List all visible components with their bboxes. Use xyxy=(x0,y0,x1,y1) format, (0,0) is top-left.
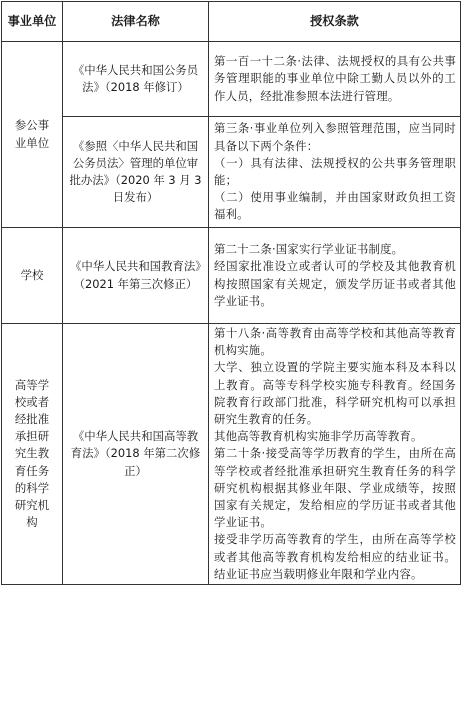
authorization-table xyxy=(1,1,461,585)
clause-paragraph: 大学、独立设置的学院主要实施本科及本科以上教育。高等专科学校实施专科教育。经国务院教育行政部门批准，科学研究机构可以承担研究生教育的任务。 xyxy=(214,360,456,427)
clause-paragraph: 第三条·事业单位列入参照管理范围，应当同时具备以下两个条件： xyxy=(214,121,456,153)
table-row xyxy=(2,228,461,324)
header-law: 法律名称 xyxy=(63,2,209,42)
law-cell: 《参照〈中华人民共和国公务员法〉管理的单位审批办法》（2020 年 3 月 3 日发布） xyxy=(63,117,209,228)
law-cell: 《中华人民共和国公务员法》（2018 年修订） xyxy=(63,42,209,117)
clause-paragraph: 经国家批准设立或者认可的学校及其他教育机构按照国家有关规定，颁发学历证书或者其他学业证书。 xyxy=(214,259,456,308)
clause-paragraph: 第二十条·接受高等学历教育的学生，由所在高等学校或者经批准承担研究生教育任务的科学研究机构根据其修业年限、学业成绩等，按照国家有关规定，发给相应的学历证书或者其他学业证书。 xyxy=(214,446,456,530)
unit-cell: 高等学校或者经批准承担研究生教育任务的科学研究机构 xyxy=(2,324,63,585)
clause-paragraph: （二）使用事业编制，并由国家财政负担工资福利。 xyxy=(214,190,456,222)
law-cell: 《中华人民共和国教育法》（2021 年第三次修正） xyxy=(63,228,209,324)
clause-cell xyxy=(209,42,461,117)
clause-paragraph: 其他高等教育机构实施非学历高等教育。 xyxy=(214,429,423,444)
header-clause: 授权条款 xyxy=(209,2,461,42)
clause-paragraph: 第一百一十二条·法律、法规授权的具有公共事务管理职能的事业单位中除工勤人员以外的工作人员，经批准参照本法进行管理。 xyxy=(214,54,456,103)
clause-paragraph: 第十八条·高等教育由高等学校和其他高等教育机构实施。 xyxy=(214,326,456,358)
clause-cell xyxy=(209,228,461,324)
clause-paragraph: 第二十二条·国家实行学业证书制度。 xyxy=(214,242,404,257)
unit-cell: 参公事业单位 xyxy=(2,42,63,228)
law-cell: 《中华人民共和国高等教育法》（2018 年第二次修正） xyxy=(63,324,209,585)
table-row xyxy=(2,117,461,228)
clause-cell xyxy=(209,324,461,585)
header-row xyxy=(2,2,461,42)
unit-cell: 学校 xyxy=(2,228,63,324)
clause-cell xyxy=(209,117,461,228)
clause-paragraph: 接受非学历高等教育的学生，由所在高等学校或者其他高等教育机构发给相应的结业证书。结业证书应当载明修业年限和学业内容。 xyxy=(214,532,456,581)
clause-paragraph: （一）具有法律、法规授权的公共事务管理职能； xyxy=(214,155,456,187)
header-unit: 事业单位 xyxy=(2,2,63,42)
table-row xyxy=(2,42,461,117)
table-row xyxy=(2,324,461,585)
